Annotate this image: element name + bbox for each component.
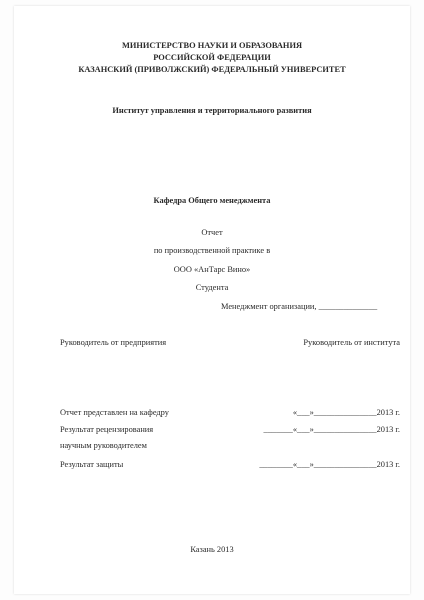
- institute-name: Институт управления и территориального развития: [112, 106, 312, 115]
- review-row-label: Результат рецензирования: [60, 425, 154, 434]
- defense-row-label: Результат защиты: [60, 460, 124, 469]
- company-name: ООО «АнТарс Вино»: [173, 265, 251, 274]
- report-subtitle: по производственной практике в: [153, 246, 271, 255]
- department-name: Кафедра Общего менеджмента: [153, 196, 271, 205]
- title-page-sheet: [14, 6, 410, 594]
- review-row-label-continued: научным руководителем: [60, 441, 147, 450]
- student-label: Студента: [195, 283, 229, 292]
- review-row-value: _______«___»_______________2013 г.: [263, 425, 400, 434]
- ministry-line-2: РОССИЙСКОЙ ФЕДЕРАЦИИ: [153, 53, 271, 62]
- ministry-line-1: МИНИСТЕРСТВО НАУКИ И ОБРАЗОВАНИЯ: [121, 41, 303, 50]
- specialty-line: Менеджмент организации, ______________: [221, 302, 378, 311]
- report-title: Отчет: [201, 228, 223, 237]
- defense-row-value: ________«___»_______________2013 г.: [259, 460, 400, 469]
- institute-supervisor-label: Руководитель от института: [303, 338, 400, 347]
- enterprise-supervisor-label: Руководитель от предприятия: [60, 338, 167, 347]
- university-name: КАЗАНСКИЙ (ПРИВОЛЖСКИЙ) ФЕДЕРАЛЬНЫЙ УНИВЕРСИТЕТ: [78, 65, 346, 74]
- submission-row-label: Отчет представлен на кафедру: [60, 408, 169, 417]
- submission-row-value: «___»_______________2013 г.: [292, 408, 400, 417]
- city-year: Казань 2013: [190, 545, 234, 554]
